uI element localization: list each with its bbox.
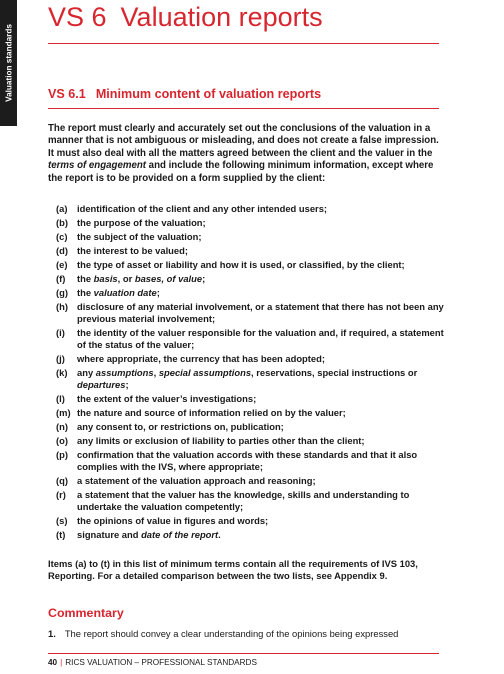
list-item-text: any consent to, or restrictions on, publication; [77, 421, 284, 433]
list-item-text: ; [202, 272, 206, 284]
list-item-text: signature and [77, 529, 142, 541]
list-item [56, 529, 444, 541]
list-item-text: confirmation that the valuation accords with these standards and that it also complies with the IVS, where appropriate; [77, 449, 418, 473]
list-item-label: (b) [56, 216, 68, 228]
list-item-label: (o) [56, 435, 68, 447]
list-item-text: the purpose of the valuation; [77, 216, 206, 228]
list-item [56, 475, 444, 487]
list-item-label: (e) [56, 258, 68, 270]
list-item-label: (q) [56, 475, 68, 487]
list-item-text: the [77, 286, 94, 298]
list-item [56, 421, 444, 433]
list-item [56, 489, 444, 513]
list-item-italic-term: bases, of value [134, 272, 203, 284]
list-item [56, 327, 444, 351]
list-item-text: the interest to be valued; [77, 244, 188, 256]
list-item-text: the nature and source of information relied on by the valuer; [77, 407, 346, 419]
list-item [56, 259, 444, 271]
list-item-label: (c) [56, 230, 68, 242]
list-item-text: the identity of the valuer responsible for the valuation and, if required, a statement of the status of the valuer; [77, 326, 444, 351]
list-item [56, 393, 444, 405]
section-title: Minimum content of valuation reports [95, 87, 322, 101]
list-item-text: a statement of the valuation approach and reasoning; [77, 475, 316, 487]
list-item [56, 301, 444, 325]
list-item [56, 287, 444, 299]
side-tab-label: Valuation standards [4, 24, 13, 102]
list-item [56, 203, 444, 215]
items-note: Items (a) to (t) in this list of minimum terms contain all the requirements of IVS 103, Reporting. For a detailed comparison between the two lists, see Appendix 9. [48, 558, 418, 582]
footer-publication: RICS VALUATION – PROFESSIONAL STANDARDS [65, 658, 257, 667]
intro-text-end: and include the following minimum information, except where the report is to be provided on a form supplied by the client: [48, 160, 434, 184]
page-footer [48, 658, 257, 667]
list-item-text: any limits or exclusion of liability to parties other than the client; [77, 435, 365, 447]
list-item-text: the opinions of value in figures and words; [77, 515, 269, 527]
list-item [56, 435, 444, 447]
list-item [56, 273, 444, 285]
list-item-label: (r) [56, 489, 66, 501]
section-heading [48, 87, 321, 101]
page-number: 40 [48, 658, 58, 667]
list-item [56, 515, 444, 527]
page-title-number: VS 6 [48, 2, 107, 32]
list-item-label: (h) [56, 300, 68, 312]
list-item [56, 217, 444, 229]
list-item-italic-term: assumptions [95, 367, 154, 379]
page-title [48, 2, 323, 33]
list-item-text: ; [156, 286, 160, 298]
list-item-text: identification of the client and any other intended users; [77, 203, 328, 214]
list-item-text: disclosure of any material involvement, or a statement that there has not been any previous material involvement; [77, 300, 444, 324]
list-item-label: (l) [56, 393, 65, 405]
list-item-text: the extent of the valuer’s investigations; [77, 393, 257, 405]
list-item-text: the subject of the valuation; [77, 230, 202, 242]
list-item-label: (g) [56, 286, 68, 298]
list-item-label: (d) [56, 244, 68, 256]
list-item [56, 407, 444, 419]
list-item-label: (p) [56, 449, 68, 461]
list-item-text: the [77, 272, 94, 284]
list-item-label: (n) [56, 421, 68, 433]
commentary-heading: Commentary [48, 606, 124, 620]
list-item-text: any [77, 367, 96, 379]
list-item-italic-term: basis [93, 272, 118, 284]
section-divider [48, 108, 439, 109]
list-item-italic-term: departures [77, 379, 126, 391]
list-item [56, 231, 444, 243]
list-item-label: (s) [56, 515, 68, 527]
list-item-italic-term: special assumptions [158, 367, 252, 379]
commentary-item-text: The report should convey a clear understanding of the opinions being expressed [64, 628, 399, 639]
list-item-text: the type of asset or liability and how it is used, or classified, by the client; [77, 258, 405, 270]
list-item [56, 449, 444, 473]
section-number: VS 6.1 [48, 87, 86, 101]
list-item-text: , reservations, special instructions or [251, 367, 418, 379]
list-item [56, 245, 444, 257]
intro-text-start: The report must clearly and accurately set out the conclusions of the valuation in a manner that is not ambiguous or misleading, and does not create a false impression. It must also deal with all the matters agreed between the client and the valuer in the [48, 123, 439, 159]
list-item-label: (a) [56, 203, 68, 214]
intro-italic-term: terms of engagement [48, 160, 146, 172]
list-item-text: where appropriate, the currency that has been adopted; [77, 353, 325, 365]
intro-paragraph [48, 123, 443, 185]
title-divider [48, 43, 439, 44]
side-tab [0, 0, 17, 126]
commentary-item [48, 628, 448, 639]
list-item-text: a statement that the valuer has the knowledge, skills and understanding to undertake the valuation competently; [77, 489, 410, 513]
list-item-label: (k) [56, 367, 68, 379]
list-item-italic-term: date of the report [141, 529, 219, 541]
list-item-label: (i) [56, 326, 65, 338]
list-item-label: (j) [56, 353, 65, 365]
list-item-text: , or [117, 272, 135, 284]
list-item-text: ; [125, 379, 129, 391]
footer-separator: | [60, 658, 63, 667]
list-item-text: , [153, 367, 159, 379]
list-item-label: (t) [56, 529, 66, 541]
requirements-list [56, 203, 444, 543]
footer-divider [48, 653, 439, 654]
list-item [56, 367, 444, 391]
list-item-label: (f) [56, 272, 66, 284]
list-item-text: . [218, 529, 221, 541]
commentary-item-number: 1. [48, 628, 56, 639]
list-item-italic-term: valuation date [93, 286, 157, 298]
list-item-label: (m) [56, 407, 71, 419]
list-item [56, 353, 444, 365]
page-title-text: Valuation reports [120, 2, 323, 32]
